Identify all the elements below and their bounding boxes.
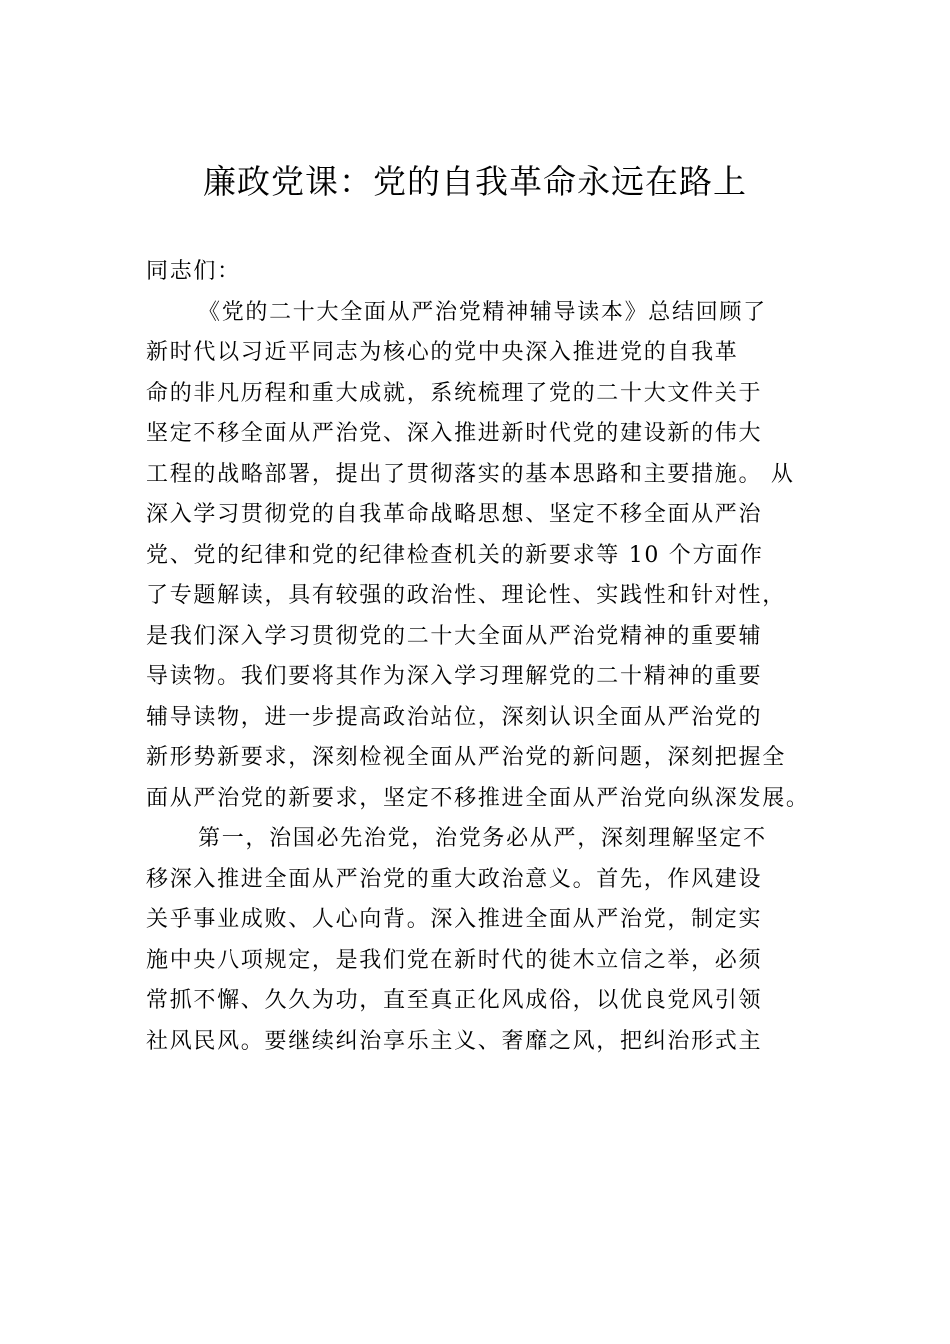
text-line: 同志们： bbox=[146, 259, 241, 284]
text-line: 新形势新要求，深刻检视全面从严治党的新问题，深刻把握全 bbox=[146, 745, 786, 770]
text-line: 命的非凡历程和重大成就，系统梳理了党的二十大文件关于 bbox=[146, 380, 763, 406]
text-line: 辅导读物，进一步提高政治站位，深刻认识全面从严治党的 bbox=[146, 704, 763, 730]
text-line: 了专题解读，具有较强的政治性、理论性、实践性和针对性， bbox=[146, 583, 786, 608]
text-line: 施中央八项规定，是我们党在新时代的徙木立信之举，必须 bbox=[146, 947, 763, 973]
text-line: 关乎事业成败、人心向背。深入推进全面从严治党，制定实 bbox=[146, 907, 763, 932]
text-line: 第一，治国必先治党，治党务必从严，深刻理解坚定不 bbox=[198, 826, 767, 851]
text-line: 党、党的纪律和党的纪律检查机关的新要求等 10 个方面作 bbox=[146, 542, 764, 568]
text-line: 《党的二十大全面从严治党精神辅导读本》总结回顾了 bbox=[198, 299, 767, 325]
text-line: 深入学习贯彻党的自我革命战略思想、坚定不移全面从严治 bbox=[146, 502, 763, 527]
text-line: 导读物。我们要将其作为深入学习理解党的二十精神的重要 bbox=[146, 664, 763, 689]
text-line: 常抓不懈、久久为功，直至真正化风成俗，以优良党风引领 bbox=[146, 988, 763, 1013]
text-line: 是我们深入学习贯彻党的二十大全面从严治党精神的重要辅 bbox=[146, 623, 763, 649]
document-body bbox=[146, 252, 846, 1062]
text-line: 新时代以习近平同志为核心的党中央深入推进党的自我革 bbox=[146, 340, 739, 365]
text-line: 工程的战略部署，提出了贯彻落实的基本思路和主要措施。 从 bbox=[146, 461, 795, 487]
text-line: 社风民风。要继续纠治享乐主义、奢靡之风，把纠治形式主 bbox=[146, 1028, 763, 1054]
text-line: 坚定不移全面从严治党、深入推进新时代党的建设新的伟大 bbox=[146, 421, 763, 446]
text-line: 面从严治党的新要求，坚定不移推进全面从严治党向纵深发展。 bbox=[146, 785, 810, 811]
text-line: 移深入推进全面从严治党的重大政治意义。首先，作风建设 bbox=[146, 866, 763, 892]
document-title: 廉政党课：党的自我革命永远在路上 bbox=[203, 162, 747, 201]
